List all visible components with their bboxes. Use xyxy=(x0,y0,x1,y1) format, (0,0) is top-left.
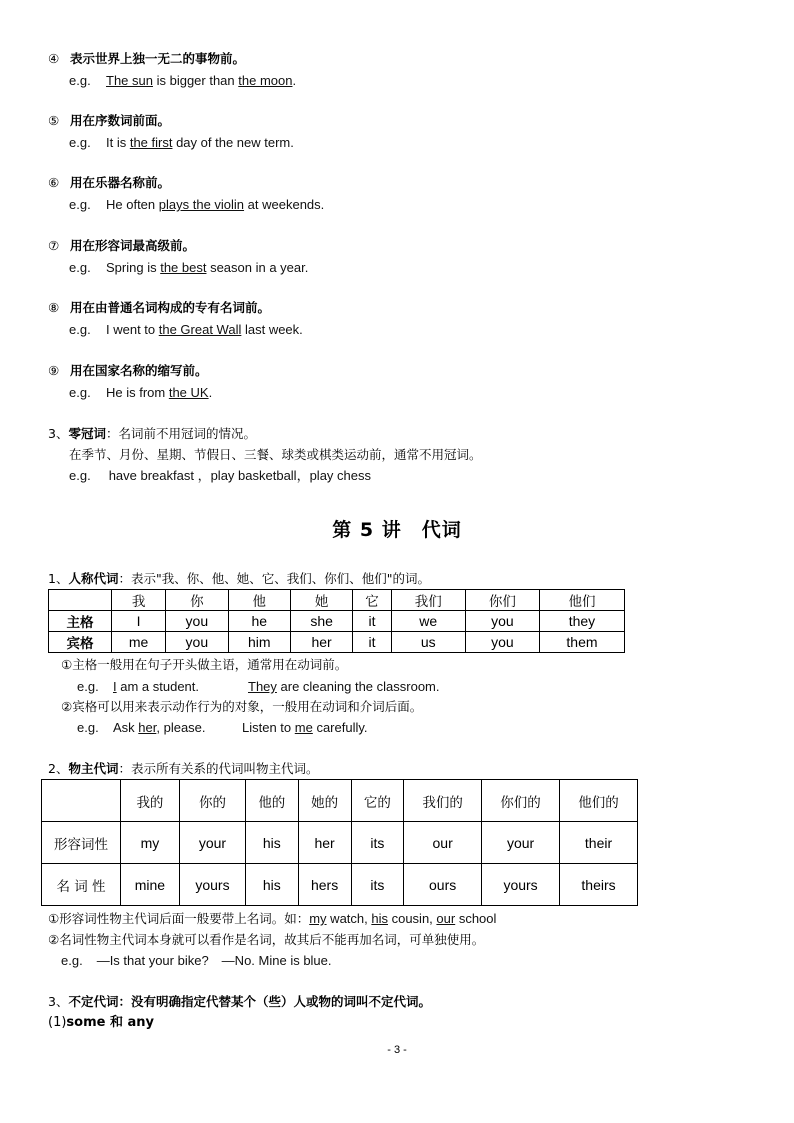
table-cell: you xyxy=(465,632,539,653)
heading-number: 3、 xyxy=(48,994,69,1009)
example-text: carefully. xyxy=(312,720,368,735)
table-cell: its xyxy=(351,822,404,864)
underlined-phrase: I xyxy=(113,679,117,694)
possessive-pronoun-table xyxy=(41,779,638,906)
item-number: ⑤ xyxy=(48,113,60,128)
zero-article-rule: 在季节、月份、星期、节假日、三餐、球类或棋类运动前，通常不用冠词。 xyxy=(69,447,482,462)
usage-item-example xyxy=(69,322,303,338)
header-cell: 我们的 xyxy=(404,780,482,822)
heading-number: 1、 xyxy=(48,571,69,586)
possessive-note-2: ②名词性物主代词本身就可以看作是名词，故其后不能再加名词，可单独使用。 xyxy=(48,932,485,947)
zero-article-heading xyxy=(48,426,256,442)
eg-text: —Is that your bike? —No. Mine is blue. xyxy=(96,953,332,968)
example-text: at weekends. xyxy=(244,197,325,212)
example-text: watch, xyxy=(326,911,372,926)
note-examples xyxy=(309,911,496,926)
eg-prefix: e.g. xyxy=(69,73,91,88)
table-cell: I xyxy=(112,611,166,632)
item-rule: 用在由普通名词构成的专有名词前。 xyxy=(70,300,271,315)
header-cell: 他 xyxy=(228,590,290,611)
item-rule: 用在国家名称的缩写前。 xyxy=(70,363,208,378)
row-label-cell: 宾格 xyxy=(49,632,112,653)
heading-number: 2、 xyxy=(48,761,69,776)
underlined-phrase: me xyxy=(294,720,313,735)
heading-bold: 不定代词 xyxy=(68,994,119,1009)
heading-bold: 零冠词 xyxy=(68,426,106,441)
table-cell: ours xyxy=(404,864,482,906)
indefinite-subheading xyxy=(48,1015,154,1031)
header-cell: 你的 xyxy=(179,780,245,822)
table-cell: yours xyxy=(179,864,245,906)
underlined-phrase: plays the violin xyxy=(158,197,245,212)
heading-rest: ：表示所有关系的代词叫物主代词。 xyxy=(118,761,319,776)
header-cell xyxy=(42,780,121,822)
eg-prefix: e.g. xyxy=(69,322,91,337)
item-number: ⑥ xyxy=(48,175,60,190)
underlined-phrase: our xyxy=(436,911,456,926)
header-cell: 我的 xyxy=(121,780,180,822)
usage-item-heading xyxy=(48,51,245,67)
underlined-phrase: They xyxy=(248,679,277,694)
usage-item-example xyxy=(69,260,308,276)
possessive-pronoun-heading xyxy=(48,761,318,777)
table-cell: you xyxy=(465,611,539,632)
example-a xyxy=(113,679,199,695)
indefinite-pronoun-heading xyxy=(48,994,431,1010)
zero-article-example xyxy=(69,468,371,484)
item-number: ⑨ xyxy=(48,363,60,378)
personal-note-2-example xyxy=(77,720,368,736)
table-row xyxy=(42,822,638,864)
usage-item-heading xyxy=(48,363,208,379)
table-header-row xyxy=(42,780,638,822)
row-label-cell: 主格 xyxy=(49,611,112,632)
table-cell: you xyxy=(166,611,228,632)
table-cell: me xyxy=(112,632,166,653)
header-cell: 你们 xyxy=(465,590,539,611)
example-text: . xyxy=(208,385,213,400)
item-rule: 用在序数词前面。 xyxy=(70,113,171,128)
eg-text: have breakfast ，play basketball，play chess xyxy=(108,468,371,483)
table-cell: you xyxy=(166,632,228,653)
table-cell: our xyxy=(404,822,482,864)
usage-item-example xyxy=(69,135,294,151)
item-number: ⑧ xyxy=(48,300,60,315)
eg-prefix: e.g. xyxy=(69,135,91,150)
header-cell: 他们 xyxy=(539,590,624,611)
table-cell: your xyxy=(179,822,245,864)
header-cell: 她 xyxy=(290,590,352,611)
personal-pronoun-table xyxy=(48,589,625,653)
table-cell: her xyxy=(290,632,352,653)
table-cell: it xyxy=(353,611,391,632)
table-cell: yours xyxy=(482,864,560,906)
example-b xyxy=(242,720,368,736)
header-cell: 他的 xyxy=(246,780,299,822)
underlined-phrase: the Great Wall xyxy=(158,322,242,337)
header-cell: 你 xyxy=(166,590,228,611)
table-cell: it xyxy=(353,632,391,653)
example-b xyxy=(248,679,440,695)
usage-item-example xyxy=(69,385,212,401)
heading-rest: ：名词前不用冠词的情况。 xyxy=(105,426,256,441)
example-a xyxy=(113,720,206,736)
table-cell: his xyxy=(246,822,299,864)
example-text: are cleaning the classroom. xyxy=(276,679,440,694)
underlined-phrase: the best xyxy=(160,260,207,275)
table-cell: its xyxy=(351,864,404,906)
personal-note-1: ①主格一般用在句子开头做主语，通常用在动词前。 xyxy=(61,657,348,672)
item-number: ④ xyxy=(48,51,60,66)
example-text: , please. xyxy=(156,720,206,735)
eg-prefix: e.g. xyxy=(69,385,91,400)
eg-prefix: e.g. xyxy=(77,720,99,735)
table-cell: your xyxy=(482,822,560,864)
table-cell: theirs xyxy=(560,864,638,906)
underlined-phrase: her xyxy=(138,720,157,735)
possessive-note-1 xyxy=(48,911,496,927)
heading-bold: 人称代词 xyxy=(68,571,119,586)
example-text: cousin, xyxy=(387,911,437,926)
table-cell: she xyxy=(290,611,352,632)
eg-prefix: e.g. xyxy=(61,953,83,968)
table-row xyxy=(49,611,625,632)
underlined-phrase: The sun xyxy=(106,73,153,88)
table-header-row xyxy=(49,590,625,611)
example-text: Ask xyxy=(113,720,139,735)
table-cell: them xyxy=(539,632,624,653)
usage-item-heading xyxy=(48,238,195,254)
table-cell: my xyxy=(121,822,180,864)
table-cell: his xyxy=(246,864,299,906)
header-cell: 它 xyxy=(353,590,391,611)
usage-item-heading xyxy=(48,175,170,191)
heading-bold: 物主代词 xyxy=(68,761,119,776)
underlined-phrase: the UK xyxy=(168,385,209,400)
usage-item-example xyxy=(69,73,296,89)
underlined-phrase: his xyxy=(371,911,388,926)
row-label-cell: 名 词 性 xyxy=(42,864,121,906)
example-text: last week. xyxy=(241,322,303,337)
header-cell: 他们的 xyxy=(560,780,638,822)
eg-prefix: e.g. xyxy=(69,260,91,275)
personal-pronoun-heading xyxy=(48,571,430,587)
heading-rest: ：表示"我、你、他、她、它、我们、你们、他们"的词。 xyxy=(118,571,430,586)
table-cell: mine xyxy=(121,864,180,906)
usage-item-example xyxy=(69,197,324,213)
usage-item-heading xyxy=(48,113,170,129)
table-cell: her xyxy=(298,822,351,864)
sub-title: some 和 any xyxy=(66,1015,155,1030)
personal-note-1-example xyxy=(77,679,440,695)
header-cell: 我们 xyxy=(391,590,465,611)
example-text: Spring is xyxy=(106,260,161,275)
example-text: am a student. xyxy=(116,679,200,694)
item-rule: 表示世界上独一无二的事物前。 xyxy=(70,51,246,66)
note-text: ①形容词性物主代词后面一般要带上名词。如： xyxy=(48,911,310,926)
header-cell xyxy=(49,590,112,611)
item-rule: 用在形容词最高级前。 xyxy=(70,238,196,253)
page-number: - 3 - xyxy=(387,1044,407,1056)
usage-item-heading xyxy=(48,300,270,316)
example-text: day of the new term. xyxy=(172,135,294,150)
heading-rest: ：没有明确指定代替某个（些）人或物的词叫不定代词。 xyxy=(118,994,431,1009)
table-row xyxy=(42,864,638,906)
lecture-title: 第 5 讲 代词 xyxy=(332,519,462,541)
underlined-phrase: the first xyxy=(129,135,173,150)
table-cell: he xyxy=(228,611,290,632)
example-text: school xyxy=(455,911,497,926)
table-cell: hers xyxy=(298,864,351,906)
eg-prefix: e.g. xyxy=(77,679,99,694)
possessive-note-2-example xyxy=(61,953,332,969)
example-text: He is from xyxy=(106,385,169,400)
heading-number: 3、 xyxy=(48,426,69,441)
personal-note-2: ②宾格可以用来表示动作行为的对象，一般用在动词和介词后面。 xyxy=(61,699,423,714)
table-cell: him xyxy=(228,632,290,653)
example-text: It is xyxy=(106,135,130,150)
eg-prefix: e.g. xyxy=(69,197,91,212)
underlined-phrase: my xyxy=(309,911,327,926)
item-rule: 用在乐器名称前。 xyxy=(70,175,171,190)
header-cell: 她的 xyxy=(298,780,351,822)
header-cell: 你们的 xyxy=(482,780,560,822)
eg-prefix: e.g. xyxy=(69,468,91,483)
table-cell: us xyxy=(391,632,465,653)
header-cell: 它的 xyxy=(351,780,404,822)
table-cell: they xyxy=(539,611,624,632)
header-cell: 我 xyxy=(112,590,166,611)
row-label-cell: 形容词性 xyxy=(42,822,121,864)
example-text: I went to xyxy=(106,322,159,337)
example-text: . xyxy=(292,73,297,88)
example-text: season in a year. xyxy=(206,260,309,275)
table-row xyxy=(49,632,625,653)
underlined-phrase: the moon xyxy=(238,73,293,88)
table-cell: their xyxy=(560,822,638,864)
item-number: ⑦ xyxy=(48,238,60,253)
example-text: He often xyxy=(106,197,159,212)
example-text: Listen to xyxy=(242,720,295,735)
example-text: is bigger than xyxy=(152,73,239,88)
table-cell: we xyxy=(391,611,465,632)
sub-prefix: (1) xyxy=(48,1015,67,1030)
